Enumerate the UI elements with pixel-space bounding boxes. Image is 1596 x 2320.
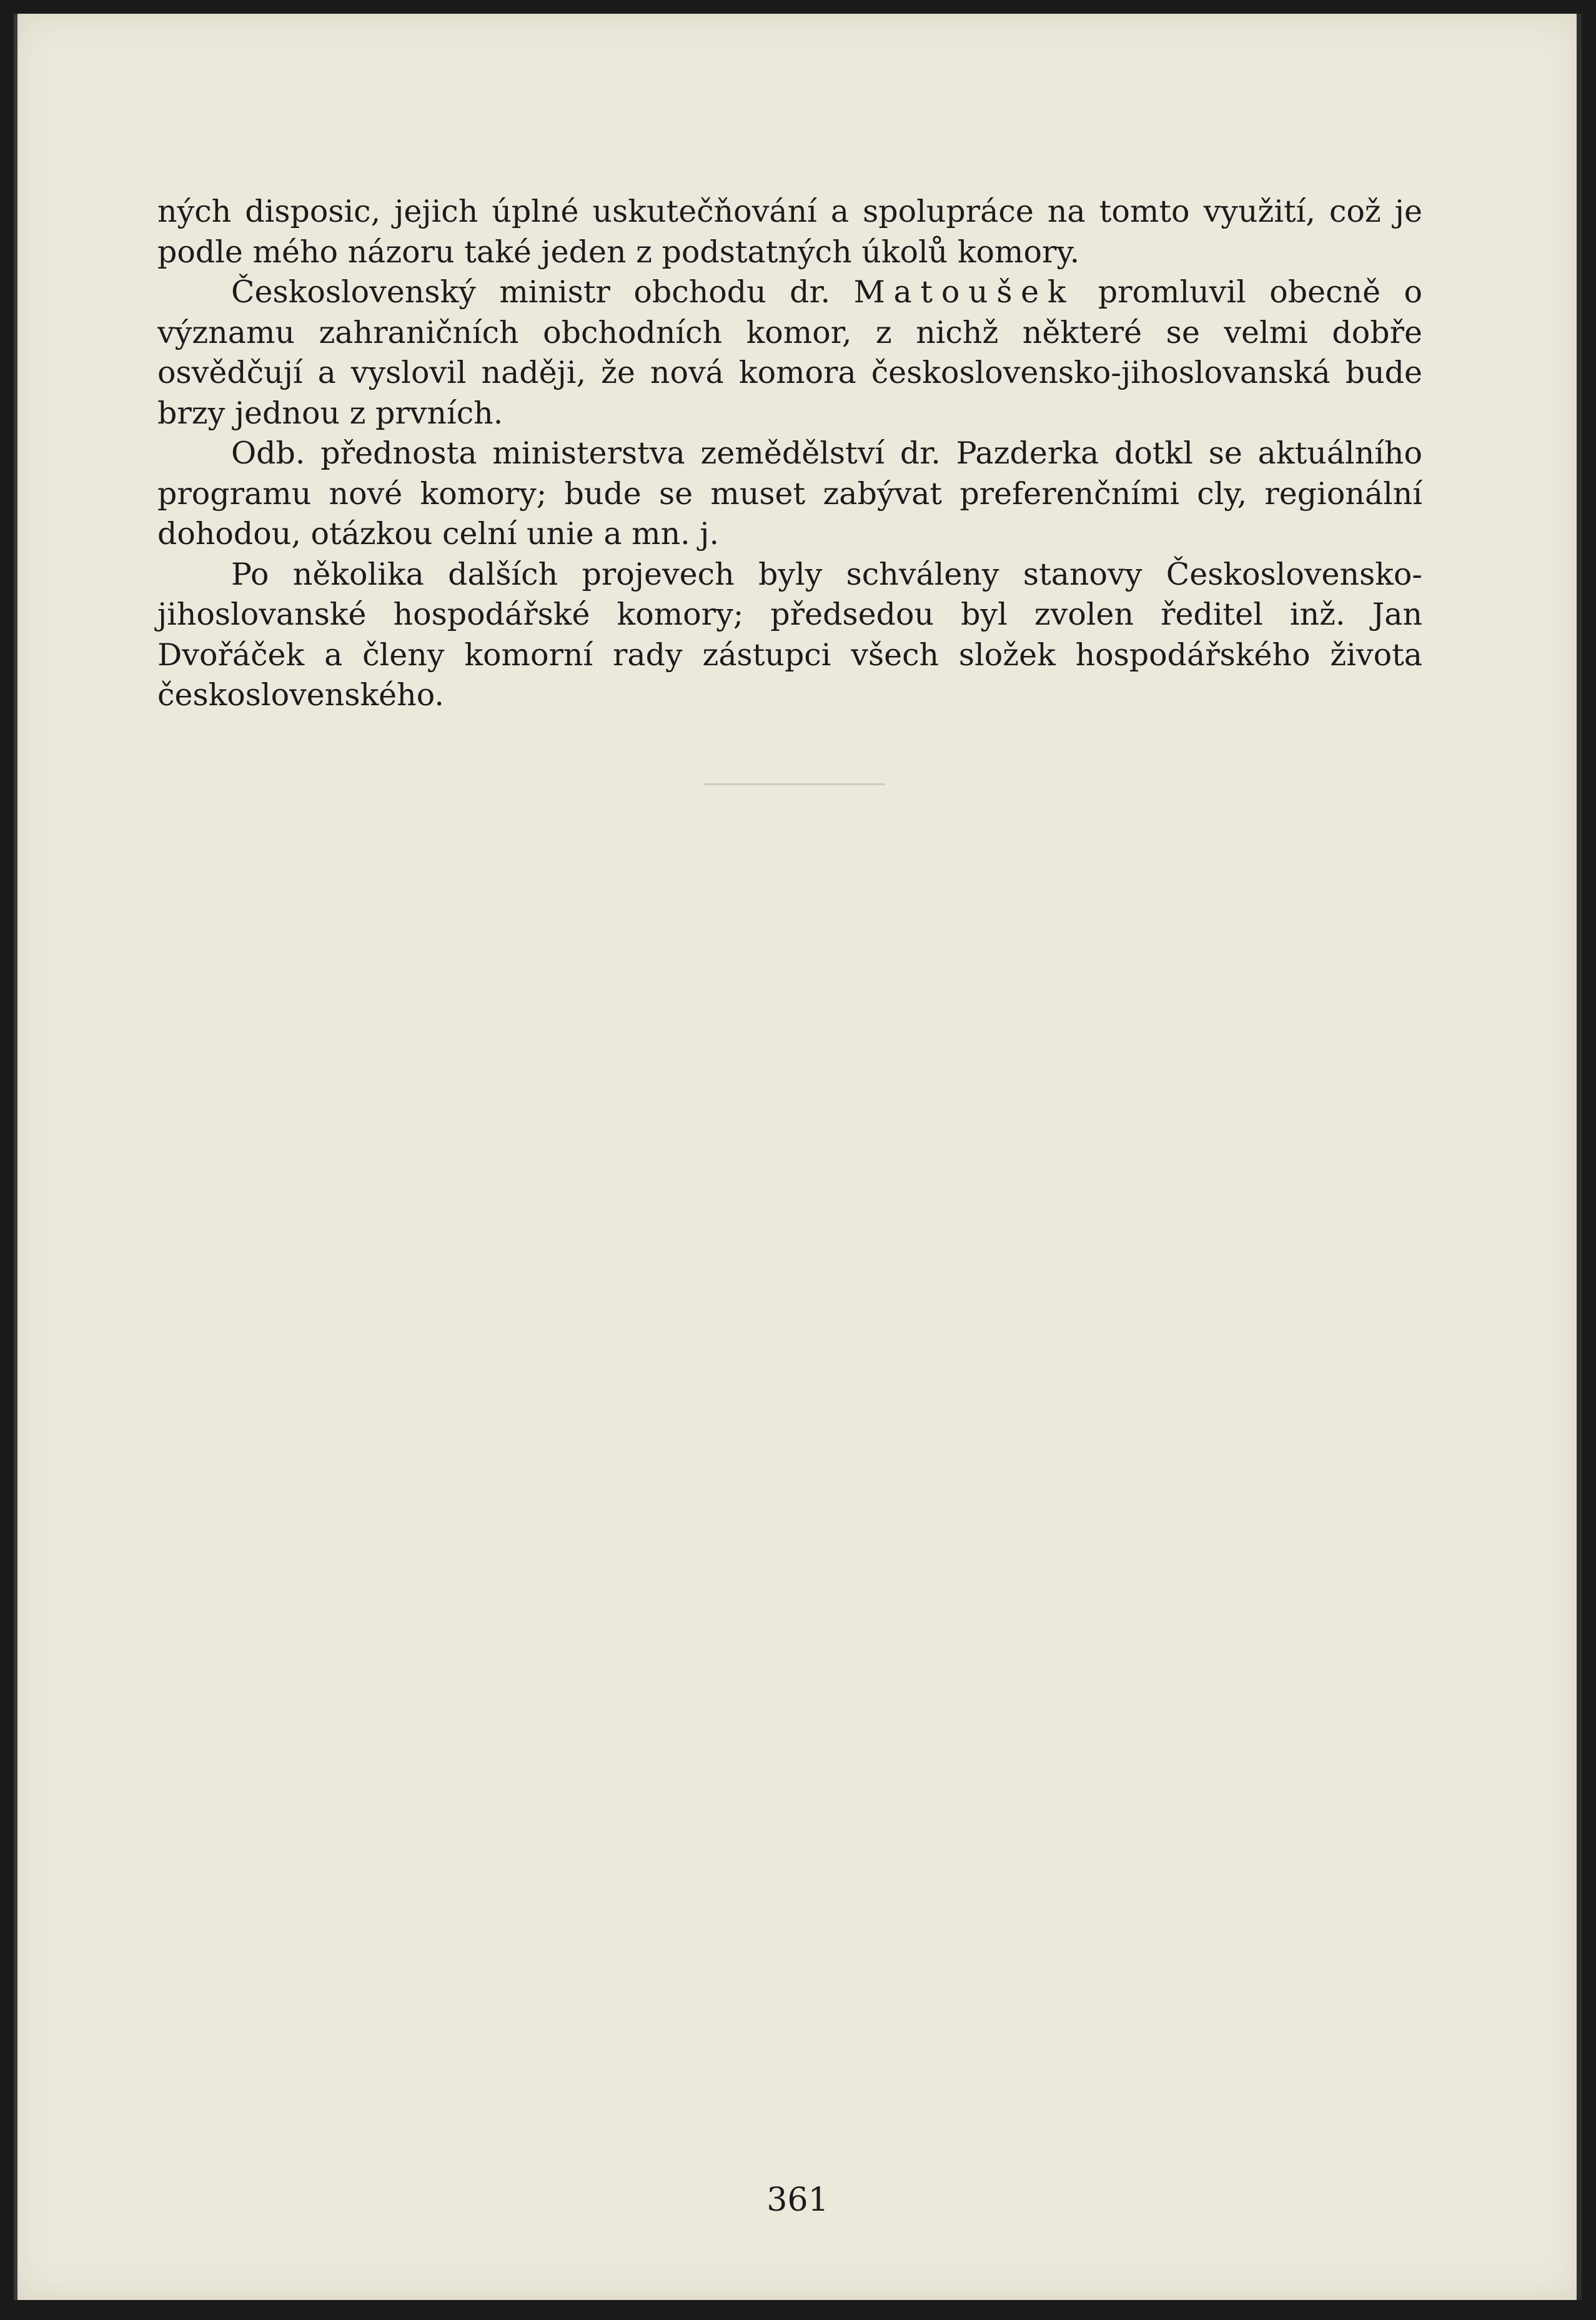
paragraph-2-text-end: promluvil obecně o významu zahraničních obchodních komor, z nichž některé se velmi dobře osvědčují a vyslovil naději, že nová komora československo-jihoslovanská bude brzy jednou z prvních.: [157, 274, 1423, 431]
book-page: [14, 14, 1582, 2300]
paragraph-3: [157, 434, 1422, 555]
faint-separator-rule: [704, 783, 885, 785]
page-spine-edge: [14, 14, 17, 2300]
paragraph-2: [157, 272, 1422, 434]
paragraph-1: [157, 192, 1422, 272]
paragraph-1-text: ných disposic, jejich úplné uskutečňování a spolupráce na tomto využití, což je podle mého názoru také jeden z podstatných úkolů komory.: [157, 194, 1422, 270]
spaced-name-matousek: Matoušek: [853, 274, 1075, 310]
page-right-edge: [1577, 14, 1582, 2300]
page-number: 361: [766, 2181, 829, 2219]
paragraph-3-text: Odb. přednosta ministerstva zemědělství dr. Pazderka dotkl se aktuálního programu nové komory; bude se muset zabývat preferenčními cly, regionální dohodou, otázkou celní unie a mn. j.: [157, 435, 1422, 552]
paragraph-4-text: Po několika dalších projevech byly schváleny stanovy Československo-jihoslovanské hospodářské komory; předsedou byl zvolen ředitel inž. Jan Dvořáček a členy komorní rady zástupci všech složek hospodářského života československého.: [157, 556, 1422, 713]
paragraph-2-text-start: Československý ministr obchodu dr.: [231, 274, 854, 310]
body-text: [157, 192, 1422, 716]
paragraph-4: [157, 555, 1422, 716]
